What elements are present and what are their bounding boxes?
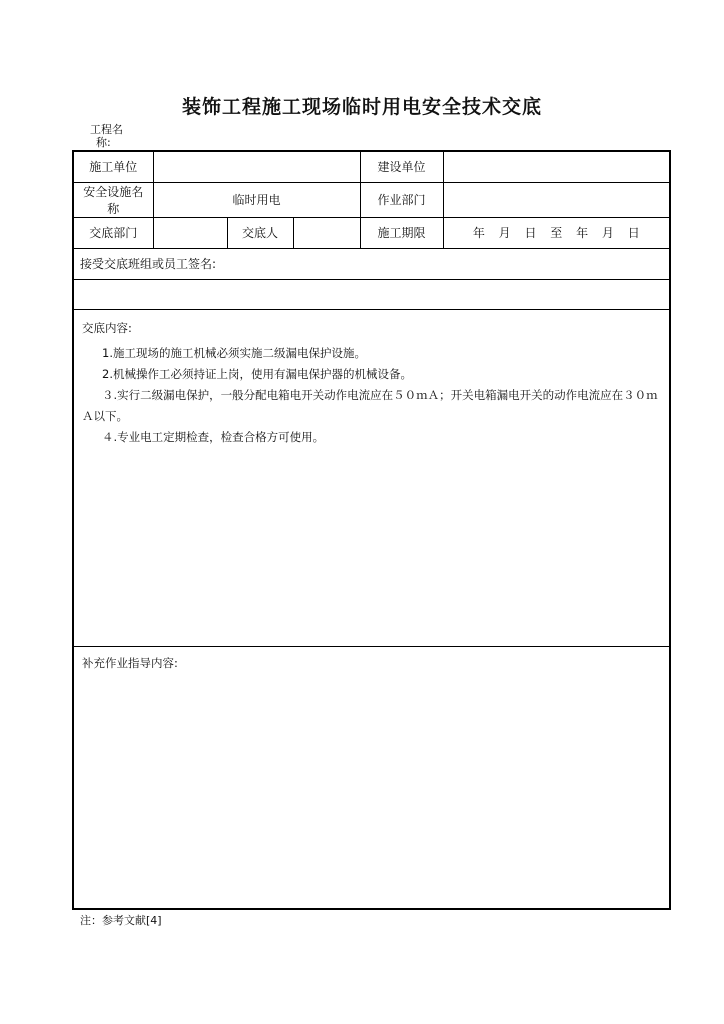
disclosure-form-table: [72, 150, 671, 910]
disclosure-department-label: 交底部门: [73, 217, 153, 248]
project-name-label: [90, 123, 123, 149]
signature-label: 接受交底班组或员工签名:: [73, 248, 670, 279]
signature-field[interactable]: [73, 279, 670, 309]
row-signature-label: [73, 248, 670, 279]
construction-period-label: 施工期限: [360, 217, 443, 248]
row-construction-unit: [73, 151, 670, 182]
safety-facility-label: 安全设施名称: [73, 182, 153, 217]
construction-period-dates[interactable]: 年 月 日 至 年 月 日: [443, 217, 670, 248]
safety-facility-value[interactable]: 临时用电: [153, 182, 360, 217]
row-supplement: [73, 646, 670, 909]
work-department-value[interactable]: [443, 182, 670, 217]
disclosure-content: [73, 309, 670, 646]
discloser-value[interactable]: [293, 217, 360, 248]
owner-unit-label: 建设单位: [360, 151, 443, 182]
footnote: 注：参考文献[4]: [80, 914, 162, 927]
content-item-1: 1.施工现场的施工机械必须实施二级漏电保护设施。: [102, 345, 366, 360]
row-safety-facility: [73, 182, 670, 217]
row-signature-blank: [73, 279, 670, 309]
discloser-label: 交底人: [227, 217, 293, 248]
row-content: [73, 309, 670, 646]
disclosure-department-value[interactable]: [153, 217, 227, 248]
project-name-label-line2: 称:: [96, 136, 111, 149]
supplement-label: 补充作业指导内容:: [82, 655, 178, 670]
supplement-content[interactable]: [73, 646, 670, 909]
document-title: 装饰工程施工现场临时用电安全技术交底: [181, 96, 542, 118]
content-heading: 交底内容:: [82, 320, 132, 335]
project-name-label-line1: 工程名: [90, 123, 123, 136]
construction-unit-value[interactable]: [153, 151, 360, 182]
owner-unit-value[interactable]: [443, 151, 670, 182]
content-item-3: ３.实行二级漏电保护，一般分配电箱电开关动作电流应在５０ｍＡ；开关电箱漏电开关的动作电流应在３０ｍＡ以下。: [82, 387, 658, 423]
content-item-4: ４.专业电工定期检查，检查合格方可使用。: [102, 429, 325, 444]
row-disclosure-department: [73, 217, 670, 248]
content-item-2: 2.机械操作工必须持证上岗，使用有漏电保护器的机械设备。: [102, 366, 412, 381]
construction-unit-label: 施工单位: [73, 151, 153, 182]
work-department-label: 作业部门: [360, 182, 443, 217]
